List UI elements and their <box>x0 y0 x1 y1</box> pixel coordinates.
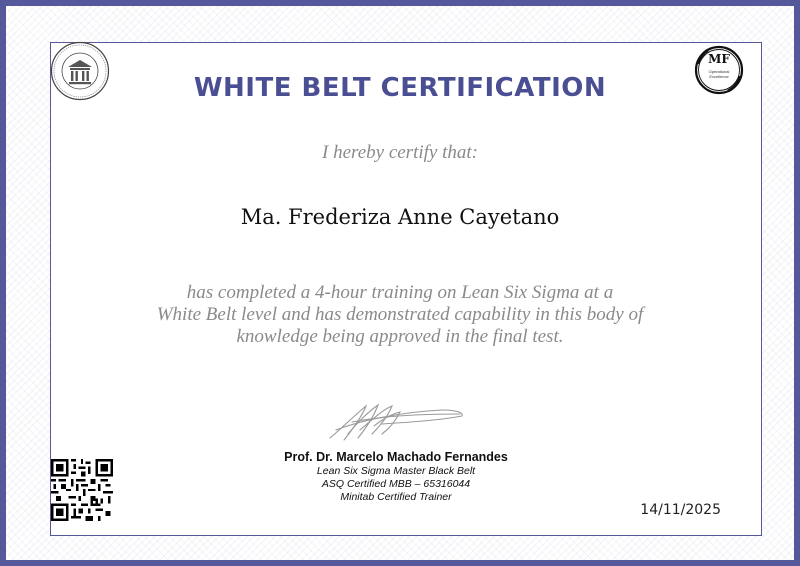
signer-credential: ASQ Certified MBB – 65316044 <box>321 478 471 490</box>
signer-block <box>0 450 792 504</box>
statement-line: White Belt level and has demonstrated capability in this body of <box>156 304 644 325</box>
certificate-title: WHITE BELT CERTIFICATION <box>193 73 607 103</box>
signer-name: Prof. Dr. Marcelo Machado Fernandes <box>284 450 508 464</box>
logo-tagline-line: Excellence <box>709 74 729 79</box>
signer-credential: Minitab Certified Trainer <box>340 491 452 503</box>
signer-credential: Lean Six Sigma Master Black Belt <box>316 465 476 477</box>
completion-statement <box>130 282 670 348</box>
issue-date: 14/11/2025 <box>640 502 721 518</box>
qr-code-icon[interactable] <box>51 459 113 521</box>
statement-line: knowledge being approved in the final test. <box>236 326 564 347</box>
handwritten-signature <box>322 400 470 444</box>
logo-tagline-line: Operational <box>708 69 730 74</box>
recipient-name: Ma. Frederiza Anne Cayetano <box>240 205 560 229</box>
logo-initials: MF <box>708 52 730 66</box>
certify-intro: I hereby certify that: <box>322 142 478 163</box>
statement-line: has completed a 4-hour training on Lean Six Sigma at a <box>186 282 614 303</box>
